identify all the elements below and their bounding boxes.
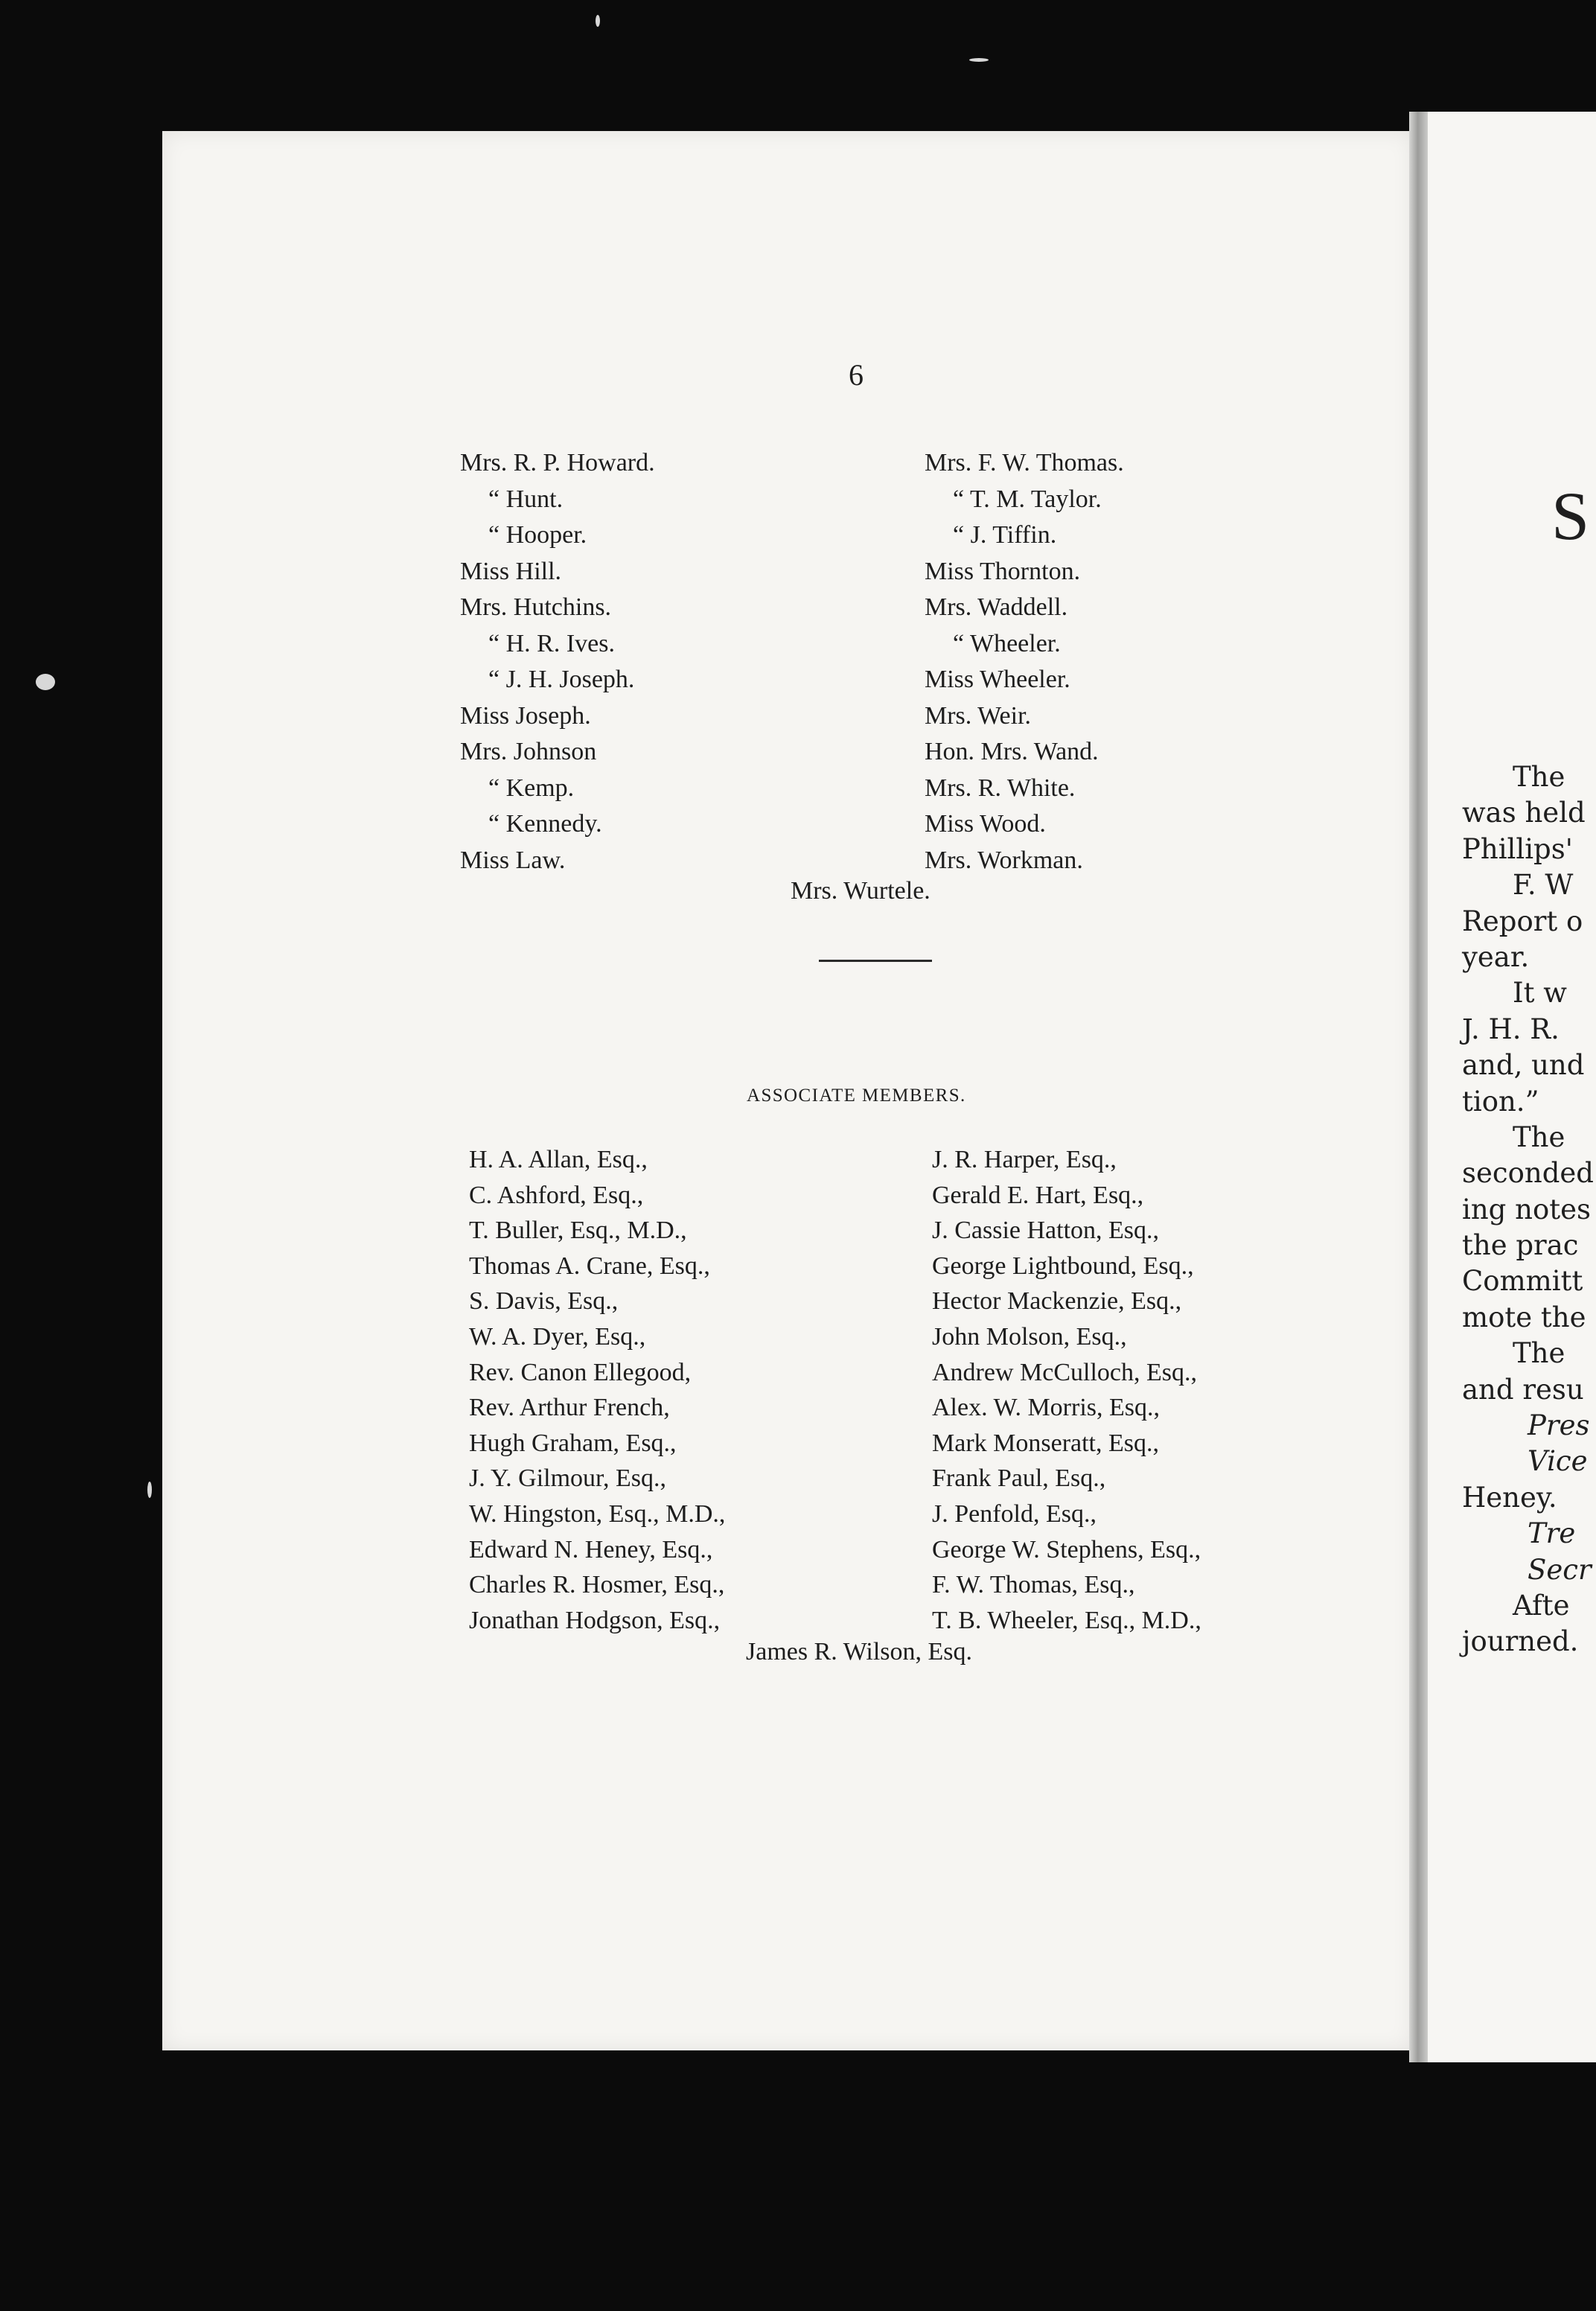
associate-member-entry: J. Cassie Hatton, Esq., — [932, 1217, 1160, 1245]
right-page-line: and, und — [1462, 1049, 1585, 1082]
associates-last-entry: James R. Wilson, Esq. — [746, 1638, 973, 1665]
member-entry: “ H. R. Ives. — [488, 629, 615, 657]
member-entry: Miss Wood. — [925, 810, 1046, 838]
associate-member-entry: C. Ashford, Esq., — [469, 1181, 644, 1209]
member-entry: “ T. M. Taylor. — [953, 485, 1102, 513]
member-entry: Miss Wheeler. — [925, 666, 1070, 693]
right-page-line: mote the — [1462, 1301, 1586, 1333]
right-page-text — [1462, 759, 1594, 1660]
members-list-right — [925, 445, 1124, 879]
member-entry: Miss Law. — [460, 846, 566, 874]
right-page-line: The — [1513, 1121, 1565, 1153]
associate-member-entry: H. A. Allan, Esq., — [469, 1146, 648, 1173]
associate-member-entry: Charles R. Hosmer, Esq., — [469, 1571, 725, 1599]
right-page-line: and resu — [1462, 1373, 1584, 1406]
associate-member-entry: Andrew McCulloch, Esq., — [932, 1358, 1198, 1386]
right-page-line: Secr — [1528, 1553, 1592, 1586]
right-page-line: was held — [1462, 797, 1586, 829]
page-number: 6 — [849, 358, 864, 392]
dust-speck — [596, 15, 600, 27]
associate-member-entry: Hector Mackenzie, Esq., — [932, 1287, 1182, 1316]
member-entry: Mrs. Hutchins. — [460, 593, 612, 621]
right-page-line: The — [1513, 761, 1565, 793]
associate-member-entry: John Molson, Esq., — [932, 1322, 1127, 1351]
associate-member-entry: W. A. Dyer, Esq., — [469, 1322, 646, 1351]
associate-member-entry: Jonathan Hodgson, Esq., — [469, 1606, 721, 1634]
associate-member-entry: T. B. Wheeler, Esq., M.D., — [932, 1606, 1201, 1634]
associate-members-heading: ASSOCIATE MEMBERS. — [747, 1086, 966, 1106]
associate-member-entry: Thomas A. Crane, Esq., — [469, 1252, 710, 1280]
right-page-line: The — [1513, 1337, 1565, 1370]
member-entry: Mrs. Workman. — [925, 846, 1083, 874]
member-entry: “ J. Tiffin. — [953, 521, 1057, 549]
right-page-line: Afte — [1513, 1589, 1570, 1622]
right-page-line: Report o — [1462, 905, 1583, 937]
right-page-line: year. — [1462, 940, 1530, 973]
associate-member-entry: Hugh Graham, Esq., — [469, 1429, 677, 1457]
member-entry: Mrs. R. P. Howard. — [460, 449, 655, 476]
associate-member-entry: J. Y. Gilmour, Esq., — [469, 1464, 666, 1493]
associate-member-entry: Edward N. Heney, Esq., — [469, 1535, 713, 1563]
associate-member-entry: Frank Paul, Esq., — [932, 1464, 1106, 1493]
member-entry: Mrs. Weir. — [925, 701, 1032, 730]
member-entry: “ Wheeler. — [953, 629, 1061, 657]
right-page-line: Pres — [1528, 1409, 1590, 1442]
associate-member-entry: Rev. Arthur French, — [469, 1394, 670, 1422]
right-page-line: Phillips' — [1462, 832, 1573, 865]
members-last-entry: Mrs. Wurtele. — [791, 877, 931, 905]
right-page-line: Tre — [1528, 1517, 1576, 1550]
right-page-line: Heney. — [1462, 1481, 1557, 1514]
member-entry: “ Hunt. — [488, 485, 564, 513]
associate-member-entry: Alex. W. Morris, Esq., — [932, 1394, 1160, 1422]
associate-member-entry: F. W. Thomas, Esq., — [932, 1571, 1135, 1599]
right-page-heading-fragment: S — [1551, 478, 1590, 554]
member-entry: Miss Thornton. — [925, 557, 1081, 585]
book-gutter — [1409, 112, 1429, 2062]
member-entry: “ Kennedy. — [488, 810, 602, 838]
associate-member-entry: Mark Monseratt, Esq., — [932, 1429, 1160, 1457]
associate-member-entry: Gerald E. Hart, Esq., — [932, 1181, 1144, 1209]
right-page-line: It w — [1513, 977, 1567, 1010]
member-entry: Mrs. Johnson — [460, 738, 597, 765]
right-page-line: J. H. R. — [1462, 1013, 1560, 1045]
member-entry: “ Hooper. — [488, 521, 587, 549]
associate-member-entry: George W. Stephens, Esq., — [932, 1535, 1201, 1563]
member-entry: “ J. H. Joseph. — [488, 666, 635, 693]
member-entry: Miss Joseph. — [460, 701, 591, 730]
member-entry: “ Kemp. — [488, 774, 575, 802]
right-page-line: F. W — [1513, 869, 1574, 902]
right-page-line: journed. — [1462, 1625, 1579, 1658]
associate-member-entry: George Lightbound, Esq., — [932, 1252, 1194, 1280]
associate-member-entry: J. Penfold, Esq., — [932, 1499, 1097, 1528]
right-page-line: Vice — [1528, 1445, 1588, 1478]
associate-member-entry: T. Buller, Esq., M.D., — [469, 1217, 687, 1245]
right-page-line: tion.” — [1462, 1085, 1539, 1118]
right-page-line: the prac — [1462, 1229, 1579, 1262]
dust-speck — [969, 58, 989, 62]
right-page-line: Committ — [1462, 1265, 1583, 1298]
right-page-line: seconded — [1462, 1157, 1594, 1190]
section-divider — [819, 960, 932, 962]
associate-member-entry: S. Davis, Esq., — [469, 1287, 619, 1316]
associate-member-entry: Rev. Canon Ellegood, — [469, 1358, 692, 1386]
member-entry: Mrs. Waddell. — [925, 593, 1068, 621]
members-list-left — [460, 445, 655, 879]
associate-member-entry: W. Hingston, Esq., M.D., — [469, 1499, 726, 1528]
member-entry: Mrs. R. White. — [925, 774, 1076, 802]
associates-list-right — [932, 1142, 1201, 1638]
associate-member-entry: J. R. Harper, Esq., — [932, 1146, 1117, 1173]
member-entry: Hon. Mrs. Wand. — [925, 738, 1099, 765]
dust-speck — [36, 674, 55, 690]
member-entry: Mrs. F. W. Thomas. — [925, 449, 1124, 476]
dust-speck — [147, 1482, 152, 1498]
member-entry: Miss Hill. — [460, 557, 562, 585]
right-page-line: ing notes — [1462, 1193, 1591, 1225]
associates-list-left — [469, 1142, 725, 1638]
